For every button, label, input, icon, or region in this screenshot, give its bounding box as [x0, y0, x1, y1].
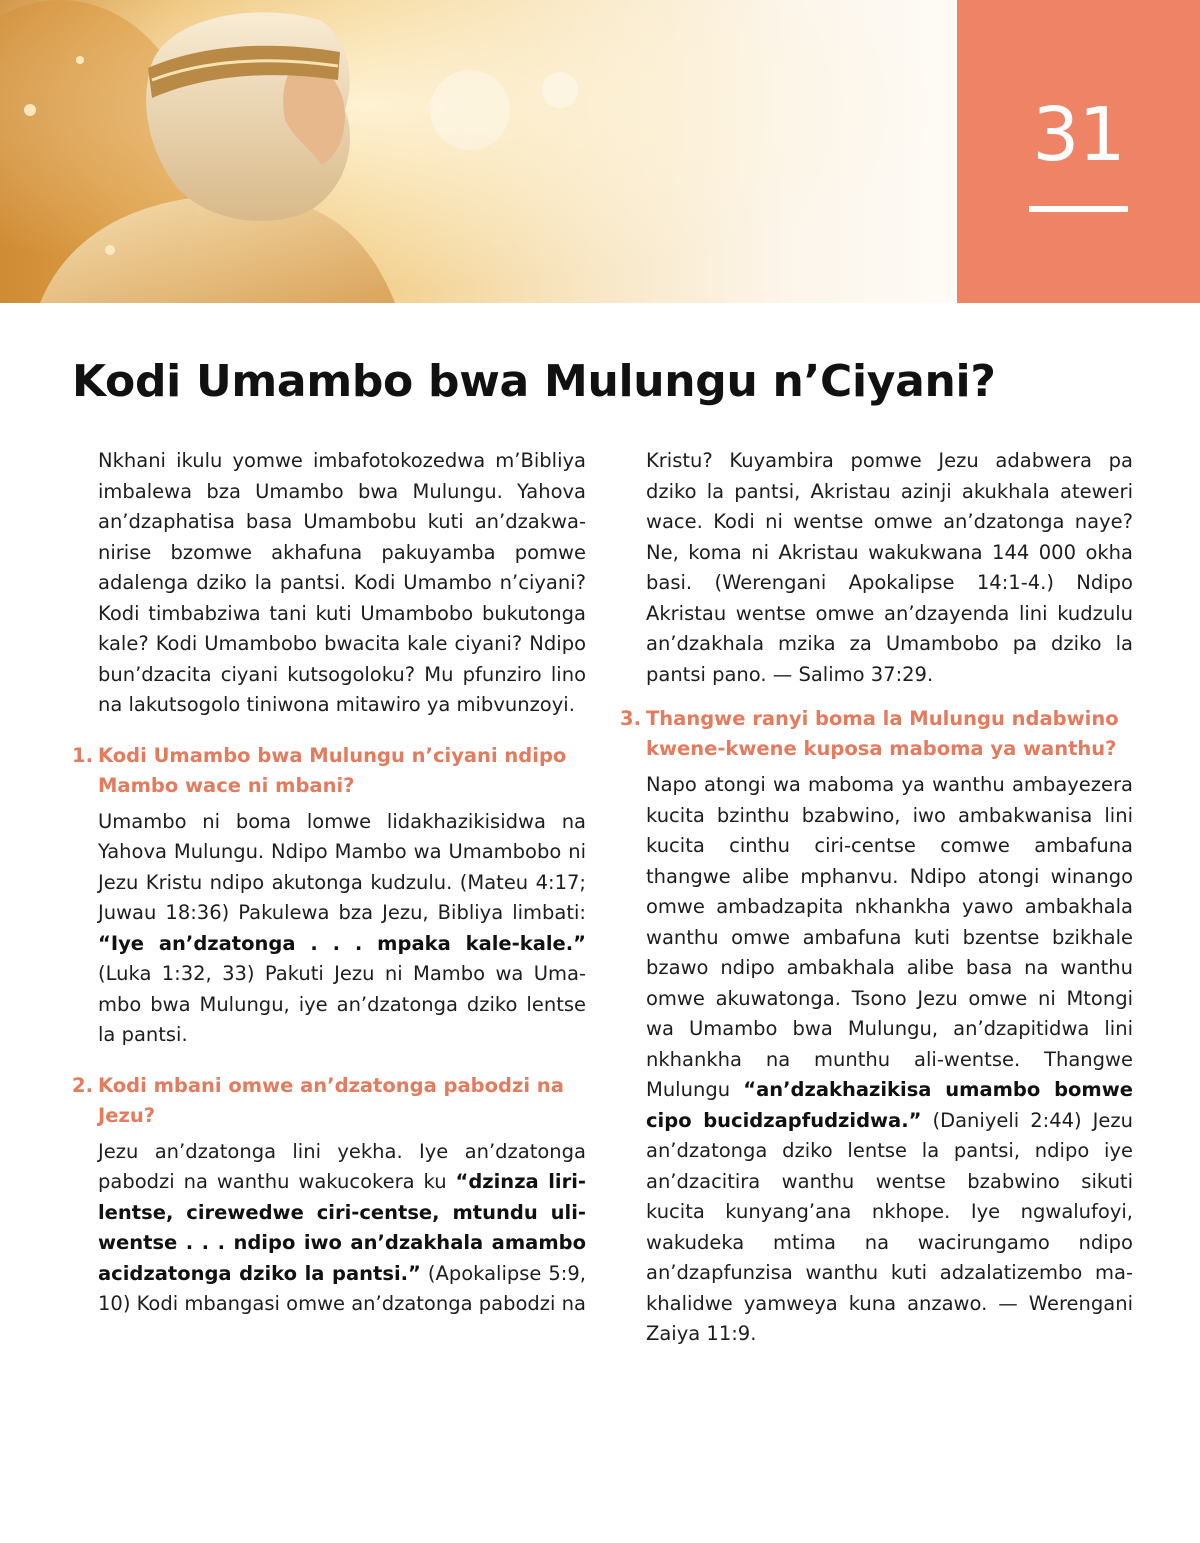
- section-1-heading: [72, 741, 586, 801]
- section-2-heading-text: Kodi mbani omwe an’dzatonga pabodzi na Jezu?: [98, 1073, 564, 1127]
- section-2-heading: [72, 1071, 586, 1131]
- section-3-heading: [620, 704, 1133, 764]
- section-1-body: [72, 807, 586, 1051]
- left-column: [72, 446, 586, 1320]
- section-3-text-b: (Daniyeli 2:44) Jezu an’dzatonga dziko lentse la pantsi, ndipo iye an’dzacitira wanthu wentse bzabwino sikuti kucita kunyang’ana nkhope. Iye ngwalufoyi, wakudeka mtima na wacirungamo ndipo an’dzapfunzisa wanthu kuti adzalatizembo makhalidwe yamweya kuna anzawo. — Werengani Zaiya 11:9.: [646, 1108, 1133, 1345]
- page-title: Kodi Umambo bwa Mulungu n’Ciyani?: [72, 356, 996, 407]
- right-column-continuation: [620, 446, 1133, 696]
- section-2-body: [72, 1137, 586, 1320]
- section-3-number: 3.: [620, 707, 641, 730]
- section-2-text-b: (Apokalipse 5:9, 10) Kodi mbangasi omwe an’dzatonga pabodzi na: [98, 1261, 586, 1315]
- section-3-body: [620, 770, 1133, 1350]
- section-2-continuation: Kristu? Kuyambira pomwe Jezu adabwera pa dziko la pantsi, Akristau azinji akukhala ateweri wace. Kodi ni wentse omwe an’dzatonga naye? Ne, koma ni Akristau wakukwana 144 000 okha basi. (Werengani Apokalipse 14:1-4.) Ndipo Akristau wentse omwe an’dzayenda lini kudzulu an’dzakhala mzika za Umambobo pa dziko la pantsi pano. — Salimo 37:29.: [646, 449, 1133, 686]
- section-1-number: 1.: [72, 743, 93, 767]
- section-1-quote: “Iye an’dzatonga . . . mpaka kale-kale.”: [98, 931, 586, 955]
- intro-paragraph: Nkhani ikulu yomwe imbafotokozedwa m’Bibliya imbalewa bza Umambo bwa Mulungu. Yahova an’dzaphatisa basa Umambobu kuti an’dzakwanirise bzomwe akhafuna pakuyamba pomwe adalenga dziko la pantsi. Kodi Umambo n’ciyani? Kodi timbabziwa tani kuti Umambobo bukutonga kale? Kodi Umambobo bwacita kale ciyani? Ndipo bun’dzacita ciyani kutsogoloku? Mu pfunziro lino na lakutsogolo tiniwona mitawiro ya mibvunzoyi.: [98, 449, 586, 716]
- hero-illustration-king-jesus: [0, 0, 957, 303]
- lesson-number-underline: [1029, 206, 1128, 212]
- section-1-text-a: Umambo ni boma lomwe lidakhazikisidwa na Yahova Mulungu. Ndipo Mambo wa Umambobo ni Jezu Kristu ndipo akutonga kudzulu. (Mateu 4:17; Juwau 18:36) Pakulewa bza Jezu, Bibliya limbati:: [98, 809, 586, 924]
- section-3-text-a: Napo atongi wa maboma ya wanthu ambayezera kucita bzinthu bzabwino, iwo ambakwanisa lini kucita cinthu ciri-centse comwe ambafuna thangwe alibe mphanvu. Ndipo atongi winango omwe ambadzapita nkhankha yawo ambakhala wanthu omwe ambafuna kuti bzentse bzikhale bzawo ndipo ambakhala alibe basa na wanthu omwe akuwatonga. Tsono Jezu omwe ni Mtongi wa Umambo bwa Mulungu, an’dzapitidwa lini nkhankha na munthu ali-wentse. Thangwe Mulungu: [646, 773, 1133, 1101]
- section-3-quote: “an’dzakhazikisa umambo bomwe cipo bucidzapfudzidwa.”: [646, 1078, 1133, 1132]
- section-1-text-b: (Luka 1:32, 33) Pakuti Jezu ni Mambo wa Umambo bwa Mulungu, iye an’dzatonga dziko lentse la pantsi.: [98, 962, 586, 1046]
- section-3-heading-text: Thangwe ranyi boma la Mulungu ndabwino kwene-kwene kuposa maboma ya wanthu?: [646, 707, 1119, 760]
- hero-artwork: [0, 0, 957, 303]
- section-2-quote: “dzinza liri-lentse, cirewedwe ciri-centse, mtundu uli-wentse . . . ndipo iwo an’dzakhala amambo acidzatonga dziko la pantsi.”: [98, 1170, 586, 1285]
- section-1-heading-text: Kodi Umambo bwa Mulungu n’ciyani ndipo Mambo wace ni mbani?: [98, 743, 567, 797]
- section-2-text-a: Jezu an’dzatonga lini yekha. Iye an’dzatonga pabodzi na wanthu wakucokera ku: [98, 1139, 586, 1193]
- lesson-number: 31: [1032, 92, 1125, 178]
- section-2-number: 2.: [72, 1073, 93, 1097]
- lesson-number-box: [957, 0, 1200, 303]
